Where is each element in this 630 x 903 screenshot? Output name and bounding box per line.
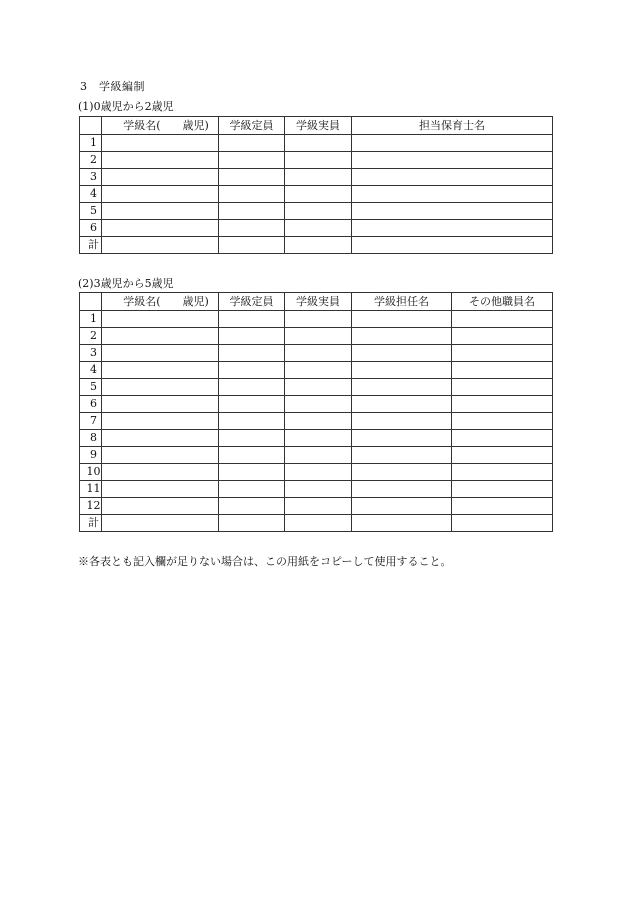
table-header-cell: 学級実員 [285,117,352,135]
entry-cell[interactable] [285,186,352,203]
table-row [80,515,553,532]
row-number: 3 [80,169,102,186]
entry-cell[interactable] [452,311,553,328]
entry-cell[interactable] [102,498,219,515]
table-header-cell: 学級担任名 [352,293,452,311]
entry-cell[interactable] [102,413,219,430]
entry-cell[interactable] [285,515,352,532]
table-header-cell: その他職員名 [452,293,553,311]
entry-cell[interactable] [285,220,352,237]
entry-cell[interactable] [219,203,285,220]
entry-cell[interactable] [219,135,285,152]
entry-cell[interactable] [102,169,219,186]
row-number: 4 [80,186,102,203]
entry-cell[interactable] [352,169,553,186]
entry-cell[interactable] [352,220,553,237]
row-number: 2 [80,152,102,169]
entry-cell[interactable] [285,169,352,186]
table-row [80,311,553,328]
entry-cell[interactable] [352,430,452,447]
row-number: 12 [80,498,102,515]
table-row [80,186,553,203]
entry-cell[interactable] [352,447,452,464]
entry-cell[interactable] [285,447,352,464]
entry-cell[interactable] [285,379,352,396]
table-row [80,447,553,464]
entry-cell[interactable] [219,447,285,464]
entry-cell[interactable] [219,186,285,203]
table-row [80,169,553,186]
entry-cell[interactable] [285,396,352,413]
row-number: 計 [80,237,102,254]
table-header-cell: 学級名( 歳児) [102,293,219,311]
entry-cell[interactable] [452,430,553,447]
table-header-cell [80,117,102,135]
entry-cell[interactable] [285,481,352,498]
row-number: 1 [80,135,102,152]
entry-cell[interactable] [285,464,352,481]
table-header-cell: 学級実員 [285,293,352,311]
footnote: ※各表とも記入欄が足りない場合は、この用紙をコピーして使用すること。 [78,555,452,568]
entry-cell[interactable] [219,515,285,532]
entry-cell[interactable] [102,430,219,447]
entry-cell[interactable] [219,413,285,430]
entry-cell[interactable] [219,311,285,328]
table-row [80,396,553,413]
entry-cell[interactable] [102,396,219,413]
table-row [80,152,553,169]
entry-cell[interactable] [352,515,452,532]
entry-cell[interactable] [452,464,553,481]
entry-cell[interactable] [102,237,219,254]
entry-cell[interactable] [102,379,219,396]
entry-cell[interactable] [102,515,219,532]
entry-cell[interactable] [452,515,553,532]
entry-cell[interactable] [285,311,352,328]
entry-cell[interactable] [219,328,285,345]
entry-cell[interactable] [452,362,553,379]
entry-cell[interactable] [352,498,452,515]
entry-cell[interactable] [102,135,219,152]
table-preschool-classes [79,292,553,532]
entry-cell[interactable] [452,345,553,362]
row-number: 4 [80,362,102,379]
table-header-cell [80,293,102,311]
table-infant-classes [79,116,553,254]
entry-cell[interactable] [352,345,452,362]
entry-cell[interactable] [285,430,352,447]
entry-cell[interactable] [452,413,553,430]
entry-cell[interactable] [219,345,285,362]
row-number: 3 [80,345,102,362]
entry-cell[interactable] [102,186,219,203]
entry-cell[interactable] [102,220,219,237]
entry-cell[interactable] [285,413,352,430]
entry-cell[interactable] [285,345,352,362]
row-number: 9 [80,447,102,464]
table-row [80,345,553,362]
entry-cell[interactable] [102,464,219,481]
entry-cell[interactable] [452,498,553,515]
table-body [80,135,553,254]
table1-caption: (1)0歳児から2歳児 [78,100,174,113]
entry-cell[interactable] [219,396,285,413]
entry-cell[interactable] [352,237,553,254]
entry-cell[interactable] [285,362,352,379]
table-row [80,135,553,152]
table-header-row [80,117,553,135]
entry-cell[interactable] [285,135,352,152]
entry-cell[interactable] [102,345,219,362]
row-number: 6 [80,396,102,413]
table-row [80,328,553,345]
entry-cell[interactable] [285,328,352,345]
table-header-row [80,293,553,311]
entry-cell[interactable] [102,203,219,220]
table2-caption: (2)3歳児から5歳児 [78,277,174,290]
row-number: 5 [80,379,102,396]
entry-cell[interactable] [219,379,285,396]
entry-cell[interactable] [102,362,219,379]
entry-cell[interactable] [452,379,553,396]
entry-cell[interactable] [219,362,285,379]
entry-cell[interactable] [352,379,452,396]
table-row [80,481,553,498]
entry-cell[interactable] [452,396,553,413]
entry-cell[interactable] [219,220,285,237]
entry-cell[interactable] [352,203,553,220]
entry-cell[interactable] [219,169,285,186]
entry-cell[interactable] [219,237,285,254]
entry-cell[interactable] [352,311,452,328]
entry-cell[interactable] [219,152,285,169]
entry-cell[interactable] [352,152,553,169]
entry-cell[interactable] [285,152,352,169]
row-number: 2 [80,328,102,345]
entry-cell[interactable] [102,328,219,345]
entry-cell[interactable] [352,362,452,379]
table-row [80,362,553,379]
table-header-cell: 担当保育士名 [352,117,553,135]
entry-cell[interactable] [102,152,219,169]
row-number: 計 [80,515,102,532]
entry-cell[interactable] [352,328,452,345]
table-header-cell: 学級定員 [219,117,285,135]
entry-cell[interactable] [452,328,553,345]
entry-cell[interactable] [352,186,553,203]
table-body [80,311,553,532]
entry-cell[interactable] [352,464,452,481]
entry-cell[interactable] [285,203,352,220]
row-number: 8 [80,430,102,447]
entry-cell[interactable] [102,311,219,328]
entry-cell[interactable] [352,413,452,430]
entry-cell[interactable] [452,481,553,498]
row-number: 10 [80,464,102,481]
entry-cell[interactable] [102,447,219,464]
entry-cell[interactable] [219,430,285,447]
table-row [80,464,553,481]
table-row [80,237,553,254]
entry-cell[interactable] [352,481,452,498]
row-number: 7 [80,413,102,430]
table-header-cell: 学級定員 [219,293,285,311]
table-row [80,430,553,447]
table-row [80,413,553,430]
row-number: 5 [80,203,102,220]
row-number: 1 [80,311,102,328]
section-heading: 3 学級編制 [80,80,145,93]
entry-cell[interactable] [452,447,553,464]
entry-cell[interactable] [352,135,553,152]
table-row [80,203,553,220]
row-number: 6 [80,220,102,237]
table-header-cell: 学級名( 歳児) [102,117,219,135]
table-row [80,379,553,396]
row-number: 11 [80,481,102,498]
entry-cell[interactable] [219,498,285,515]
entry-cell[interactable] [352,396,452,413]
entry-cell[interactable] [102,481,219,498]
table-row [80,498,553,515]
entry-cell[interactable] [285,498,352,515]
table-row [80,220,553,237]
entry-cell[interactable] [219,481,285,498]
entry-cell[interactable] [285,237,352,254]
entry-cell[interactable] [219,464,285,481]
